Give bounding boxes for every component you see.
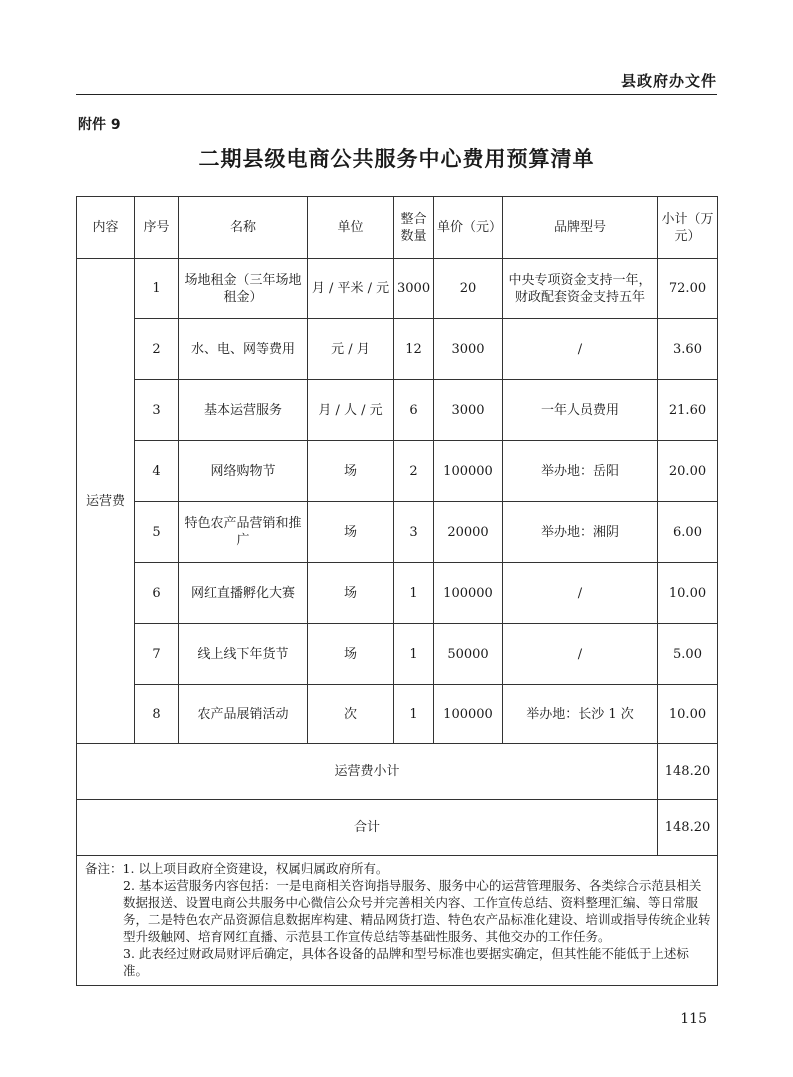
cell-subtotal: 5.00: [658, 624, 718, 685]
table-row: [77, 502, 718, 563]
notes-cell: [77, 856, 718, 986]
table-row: [77, 319, 718, 380]
cell-price: 100000: [434, 685, 503, 744]
cell-price: 20000: [434, 502, 503, 563]
cell-unit: 场: [308, 502, 394, 563]
cell-price: 50000: [434, 624, 503, 685]
cell-name: 基本运营服务: [179, 380, 308, 441]
cell-subtotal: 10.00: [658, 563, 718, 624]
column-header-subtotal: 小计（万元）: [658, 197, 718, 259]
cell-name: 水、电、网等费用: [179, 319, 308, 380]
page-number: 115: [680, 1011, 707, 1027]
cell-seq: 2: [135, 319, 179, 380]
column-header-brand: 品牌型号: [503, 197, 658, 259]
cell-price: 100000: [434, 441, 503, 502]
note-item-2: 2. 基本运营服务内容包括：一是电商相关咨询指导服务、服务中心的运营管理服务、各类综合示范县相关数据报送、设置电商公共服务中心微信公众号并完善相关内容、工作宣传总结、资料整理汇编、等日常服务，二是特色农产品资源信息数据库构建、精品网货打造、特色农产品标准化建设、培训或指导传统企业转型升级触网、培育网红直播、示范县工作宣传总结等基础性服务、其他交办的工作任务。: [123, 878, 711, 944]
table-row: [77, 441, 718, 502]
cell-subtotal: 21.60: [658, 380, 718, 441]
note-item-3: 3. 此表经过财政局财评后确定，具体各设备的品牌和型号标准也要据实确定，但其性能不能低于上述标准。: [123, 946, 689, 978]
notes-label: 备注：: [85, 861, 123, 876]
cell-unit: 月 / 平米 / 元: [308, 259, 394, 319]
cell-subtotal: 3.60: [658, 319, 718, 380]
cell-unit: 场: [308, 441, 394, 502]
cell-qty: 6: [394, 380, 434, 441]
table-row: [77, 624, 718, 685]
column-header-price: 单价（元）: [434, 197, 503, 259]
cell-seq: 1: [135, 259, 179, 319]
cell-brand: /: [503, 624, 658, 685]
cell-unit: 场: [308, 563, 394, 624]
category-cell: 运营费: [77, 259, 135, 744]
table-header-row: [77, 197, 718, 259]
cell-unit: 元 / 月: [308, 319, 394, 380]
table-row: [77, 685, 718, 744]
cell-qty: 2: [394, 441, 434, 502]
notes-row: [77, 856, 718, 986]
cell-price: 3000: [434, 380, 503, 441]
notes-first-line: [85, 860, 711, 877]
table-row: [77, 259, 718, 319]
cell-price: 3000: [434, 319, 503, 380]
column-header-content: 内容: [77, 197, 135, 259]
cell-subtotal: 72.00: [658, 259, 718, 319]
column-header-qty: 整合数量: [394, 197, 434, 259]
cell-name: 特色农产品营销和推广: [179, 502, 308, 563]
operating-subtotal-row: [77, 744, 718, 800]
cell-name: 农产品展销活动: [179, 685, 308, 744]
column-header-unit: 单位: [308, 197, 394, 259]
note-item-1: 1. 以上项目政府全资建设，权属归属政府所有。: [122, 861, 389, 876]
document-title: 二期县级电商公共服务中心费用预算清单: [198, 147, 595, 171]
total-label: 合计: [77, 800, 658, 856]
cell-seq: 3: [135, 380, 179, 441]
budget-table: [76, 196, 718, 986]
cell-name: 场地租金（三年场地租金）: [179, 259, 308, 319]
cell-subtotal: 10.00: [658, 685, 718, 744]
cell-seq: 7: [135, 624, 179, 685]
cell-brand: /: [503, 563, 658, 624]
cell-brand: 举办地：长沙 1 次: [503, 685, 658, 744]
cell-brand: 举办地：湘阴: [503, 502, 658, 563]
column-header-seq: 序号: [135, 197, 179, 259]
table-row: [77, 563, 718, 624]
cell-name: 网红直播孵化大赛: [179, 563, 308, 624]
cell-brand: 中央专项资金支持一年，财政配套资金支持五年: [503, 259, 658, 319]
cell-unit: 场: [308, 624, 394, 685]
operating-subtotal-value: 148.20: [658, 744, 718, 800]
cell-seq: 6: [135, 563, 179, 624]
total-value: 148.20: [658, 800, 718, 856]
cell-qty: 3: [394, 502, 434, 563]
cell-unit: 次: [308, 685, 394, 744]
cell-name: 网络购物节: [179, 441, 308, 502]
cell-qty: 12: [394, 319, 434, 380]
cell-seq: 4: [135, 441, 179, 502]
cell-price: 100000: [434, 563, 503, 624]
operating-subtotal-label: 运营费小计: [77, 744, 658, 800]
cell-unit: 月 / 人 / 元: [308, 380, 394, 441]
cell-qty: 1: [394, 685, 434, 744]
header-title: 县政府办文件: [620, 72, 717, 90]
cell-qty: 3000: [394, 259, 434, 319]
attachment-label: 附件 9: [78, 117, 121, 133]
column-header-name: 名称: [179, 197, 308, 259]
cell-seq: 5: [135, 502, 179, 563]
cell-qty: 1: [394, 624, 434, 685]
cell-seq: 8: [135, 685, 179, 744]
total-row: [77, 800, 718, 856]
header-rule: [76, 94, 717, 95]
cell-brand: 举办地：岳阳: [503, 441, 658, 502]
cell-subtotal: 6.00: [658, 502, 718, 563]
table-row: [77, 380, 718, 441]
cell-name: 线上线下年货节: [179, 624, 308, 685]
cell-brand: 一年人员费用: [503, 380, 658, 441]
cell-subtotal: 20.00: [658, 441, 718, 502]
cell-price: 20: [434, 259, 503, 319]
cell-brand: /: [503, 319, 658, 380]
cell-qty: 1: [394, 563, 434, 624]
